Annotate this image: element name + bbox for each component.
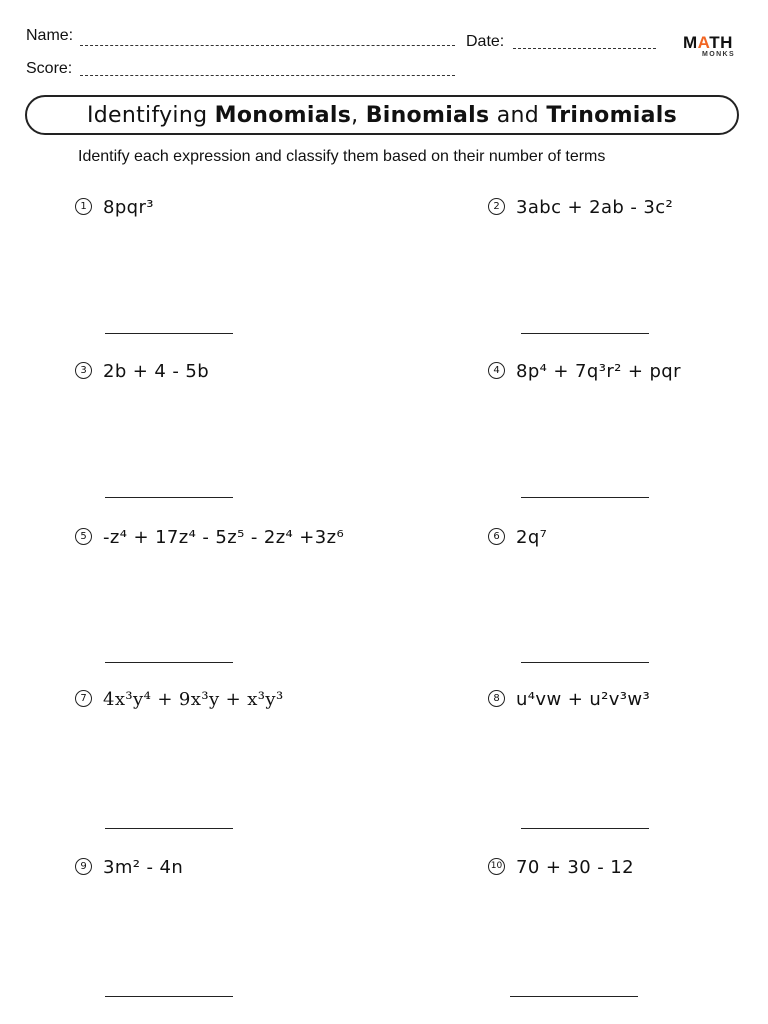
answer-line-7[interactable] bbox=[105, 828, 233, 829]
answer-line-3[interactable] bbox=[105, 497, 233, 498]
problem-expression: 8pqr³ bbox=[103, 196, 154, 218]
problem-6 bbox=[488, 522, 547, 552]
problem-expression: 2q⁷ bbox=[516, 526, 548, 548]
answer-line-2[interactable] bbox=[521, 333, 649, 334]
title-trinomials: Trinomials bbox=[546, 102, 678, 128]
answer-line-9[interactable] bbox=[105, 996, 233, 997]
math-monks-logo bbox=[683, 33, 743, 61]
answer-line-5[interactable] bbox=[105, 662, 233, 663]
problem-number: 4 bbox=[488, 362, 505, 379]
problem-expression: 3abc + 2ab - 3c² bbox=[516, 196, 674, 218]
problem-expression: 8p⁴ + 7q³r² + pqr bbox=[516, 360, 681, 382]
problem-number: 9 bbox=[75, 858, 92, 875]
title-part-3: , bbox=[351, 102, 366, 128]
problem-2 bbox=[488, 192, 673, 222]
answer-line-10[interactable] bbox=[510, 996, 638, 997]
problem-expression: u⁴vw + u²v³w³ bbox=[516, 688, 651, 710]
logo-wordmark bbox=[683, 33, 733, 53]
problem-expression: 2b + 4 - 5b bbox=[103, 360, 210, 382]
problem-number: 5 bbox=[75, 528, 92, 545]
date-field[interactable] bbox=[513, 48, 656, 49]
date-label: Date: bbox=[466, 33, 505, 50]
problem-9 bbox=[75, 852, 183, 882]
name-field[interactable] bbox=[80, 45, 455, 46]
problem-5 bbox=[75, 522, 344, 552]
problem-expression: 70 + 30 - 12 bbox=[516, 856, 634, 878]
problem-expression: 3m² - 4n bbox=[103, 856, 184, 878]
problem-3 bbox=[75, 356, 209, 386]
problem-number: 8 bbox=[488, 690, 505, 707]
problem-expression: -z⁴ + 17z⁴ - 5z⁵ - 2z⁴ +3z⁶ bbox=[103, 526, 345, 548]
instructions: Identify each expression and classify them based on their number of terms bbox=[78, 148, 606, 165]
logo-subtitle: MONKS bbox=[702, 51, 736, 58]
name-label: Name: bbox=[26, 27, 74, 44]
answer-line-6[interactable] bbox=[521, 662, 649, 663]
logo-letters-th: TH bbox=[709, 33, 733, 52]
problem-number: 3 bbox=[75, 362, 92, 379]
title-part-1: Identifying bbox=[86, 102, 215, 128]
problem-expression: 4x³y⁴ + 9x³y + x³y³ bbox=[103, 688, 284, 710]
problem-8 bbox=[488, 684, 650, 714]
title-part-5: and bbox=[489, 102, 547, 128]
title-monomials: Monomials bbox=[214, 102, 352, 128]
title-binomials: Binomials bbox=[365, 102, 490, 128]
score-label: Score: bbox=[26, 60, 73, 77]
problem-number: 2 bbox=[488, 198, 505, 215]
problem-10 bbox=[488, 852, 634, 882]
logo-triangle-a: A bbox=[697, 33, 710, 52]
answer-line-8[interactable] bbox=[521, 828, 649, 829]
logo-letter-m: M bbox=[683, 33, 698, 52]
answer-line-4[interactable] bbox=[521, 497, 649, 498]
problem-7 bbox=[75, 684, 284, 714]
problem-number: 6 bbox=[488, 528, 505, 545]
worksheet-title bbox=[25, 95, 739, 135]
problem-1 bbox=[75, 192, 154, 222]
score-field[interactable] bbox=[80, 75, 455, 76]
answer-line-1[interactable] bbox=[105, 333, 233, 334]
problem-number: 7 bbox=[75, 690, 92, 707]
problem-number: 10 bbox=[488, 858, 505, 875]
problem-4 bbox=[488, 356, 681, 386]
problem-number: 1 bbox=[75, 198, 92, 215]
